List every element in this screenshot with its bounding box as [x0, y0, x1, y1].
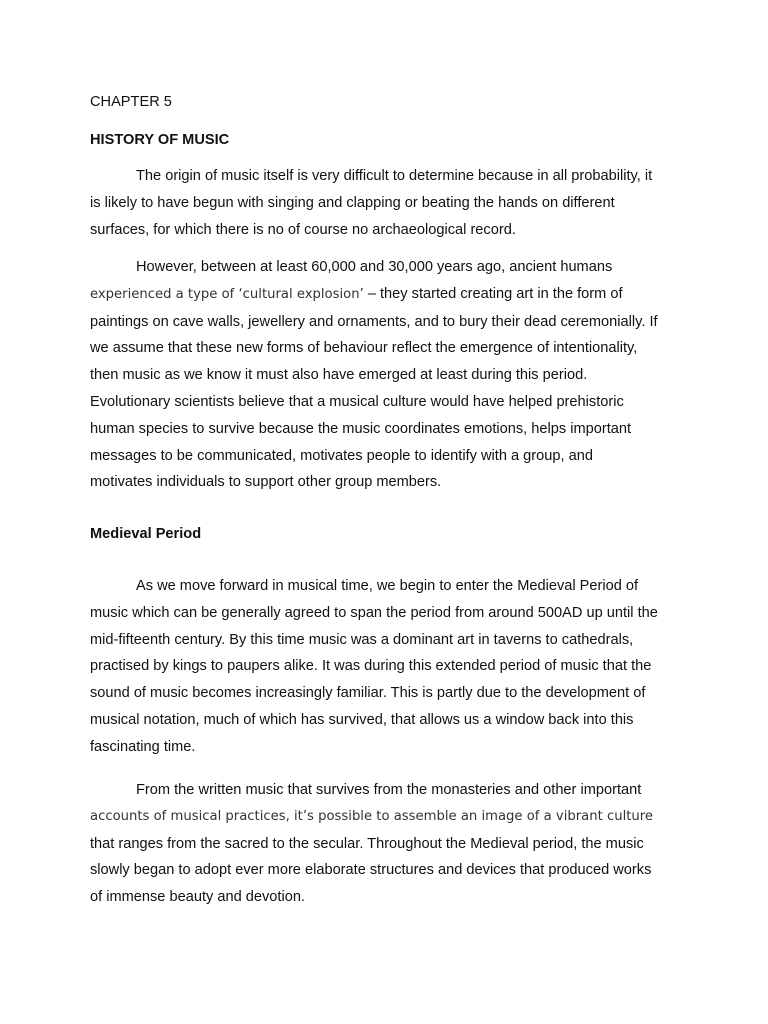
paragraph-line: we assume that these new forms of behaviour reflect the emergence of intentionality,: [90, 340, 638, 357]
chapter-label: CHAPTER 5: [90, 94, 172, 110]
paragraph-line: then music as we know it must also have emerged at least during this period.: [90, 367, 588, 384]
paragraph-line: slowly began to adopt ever more elaborate structures and devices that produced works: [90, 862, 652, 879]
paragraph-line-mixed: [90, 281, 688, 309]
paragraph-line: music which can be generally agreed to span the period from around 500AD up until the: [90, 604, 658, 621]
paragraph-written-music: [90, 777, 688, 911]
quoted-phrase: experienced a type of ‘cultural explosion’: [90, 286, 364, 302]
paragraph-cultural-explosion: [90, 254, 688, 496]
paragraph-line: that ranges from the sacred to the secular. Throughout the Medieval period, the music: [90, 835, 644, 852]
paragraph-line: surfaces, for which there is no of course no archaeological record.: [90, 221, 516, 238]
paragraph-line-alt: accounts of musical practices, it’s possible to assemble an image of a vibrant culture: [90, 808, 654, 824]
section-heading: Medieval Period: [90, 526, 202, 542]
paragraph-line: From the written music that survives from the monasteries and other important: [136, 782, 642, 798]
paragraph-line: Evolutionary scientists believe that a musical culture would have helped prehistoric: [90, 393, 624, 410]
paragraph-origin: [90, 163, 688, 243]
paragraph-line: of immense beauty and devotion.: [90, 889, 305, 906]
paragraph-line: musical notation, much of which has survived, that allows us a window back into this: [90, 711, 634, 728]
paragraph-line: practised by kings to paupers alike. It was during this extended period of music that the: [90, 658, 652, 675]
paragraph-line: The origin of music itself is very difficult to determine because in all probability, it: [136, 168, 653, 184]
chapter-title: HISTORY OF MUSIC: [90, 132, 230, 148]
paragraph-line: is likely to have begun with singing and clapping or beating the hands on different: [90, 194, 615, 211]
paragraph-line: sound of music becomes increasingly familiar. This is partly due to the development of: [90, 685, 646, 702]
paragraph-line: motivates individuals to support other group members.: [90, 474, 442, 491]
paragraph-medieval-intro: [90, 573, 688, 761]
paragraph-line: messages to be communicated, motivates people to identify with a group, and: [90, 447, 593, 464]
paragraph-line: However, between at least 60,000 and 30,000 years ago, ancient humans: [136, 259, 613, 275]
paragraph-line: paintings on cave walls, jewellery and ornaments, and to bury their dead ceremonially. If: [90, 313, 658, 330]
paragraph-line: fascinating time.: [90, 738, 196, 755]
paragraph-line: mid-fifteenth century. By this time music was a dominant art in taverns to cathedrals,: [90, 631, 634, 648]
paragraph-fragment: – they started creating art in the form of: [363, 285, 623, 302]
paragraph-line: As we move forward in musical time, we begin to enter the Medieval Period of: [136, 578, 639, 594]
paragraph-line: human species to survive because the music coordinates emotions, helps important: [90, 420, 632, 437]
